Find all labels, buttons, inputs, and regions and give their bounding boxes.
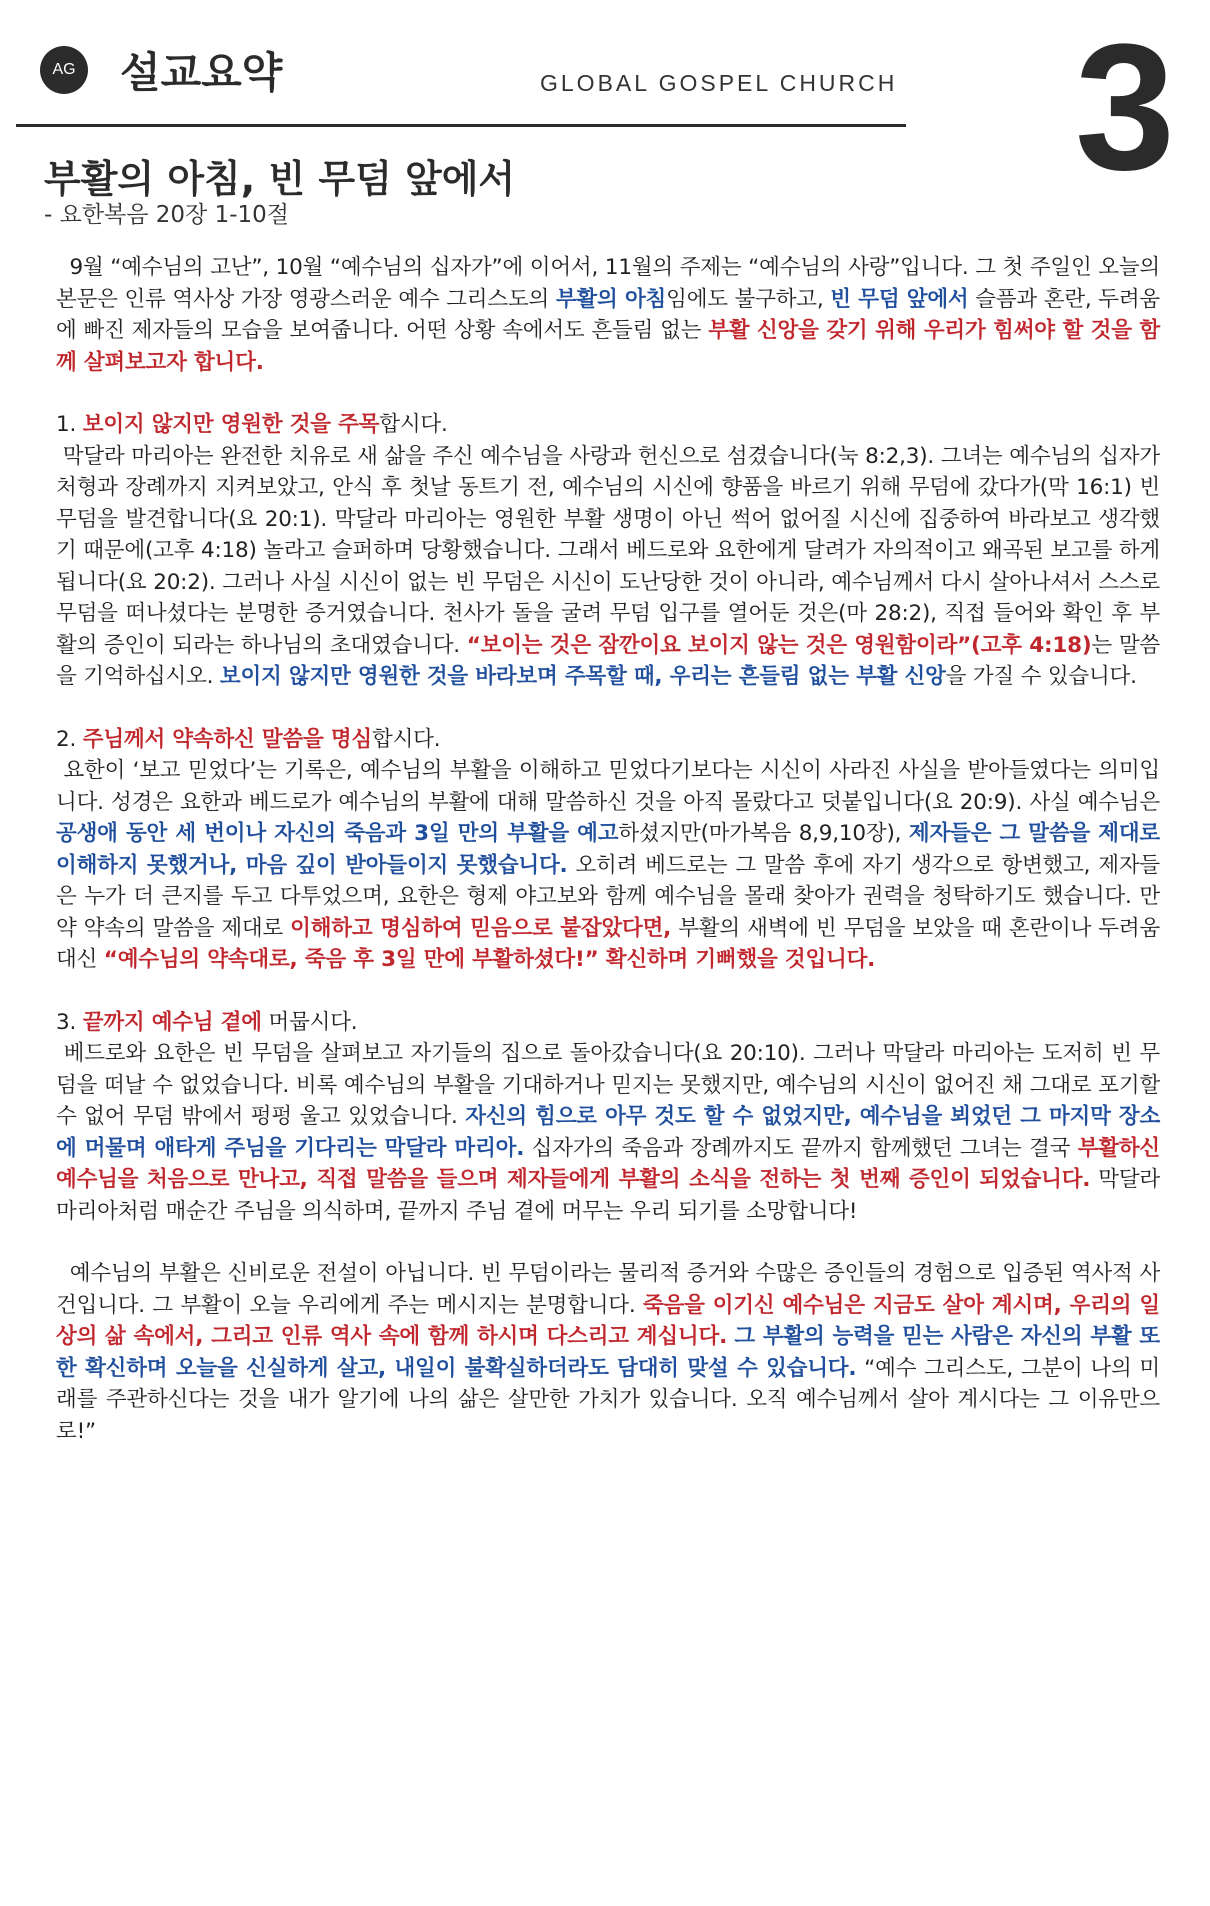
text-run: 막달라 마리아는 완전한 치유로 새 삶을 주신 예수님을 사랑과 헌신으로 섬겼습니다(눅 8:2,3). 그녀는 예수님의 십자가 처형과 장례까지 지켜보았고, 안식 후 첫날 동트기 전, 예수님의 시신에 향품을 바르기 위해 무덤에 갔다가(막 16:1) 빈 무덤을 발견합니다(요 20:1). 막달라 마리아는 영원한 부활 생명이 아닌 썩어 없어질 시신에 집중하여 바라보고 생각했기 때문에(고후 4:18) 놀라고 슬퍼하며 당황했습니다. 그래서 베드로와 요한에게 달려가 자의적이고 왜곡된 보고를 하게 됩니다(요 20:2). 그러나 사실 시신이 없는 빈 무덤은 시신이 도난당한 것이 아니라, 예수님께서 다시 살아나셔서 스스로 무덤을 떠나셨다는 분명한 증거였습니다. 천사가 돌을 굴려 무덤 입구를 열어둔 것은(마 28:2), 직접 들어와 확인 후 부활의 증인이 되라는 하나님의 초대였습니다. [56,443,1160,658]
blue-emphasis-run: 그 부활의 능력을 믿는 사람은 자신의 부활 또한 확신하며 오늘을 신실하게 살고, 내일이 불확실하더라도 담대히 맞설 수 있습니다. [56,1324,1160,1381]
text-run: 머뭅시다. [261,1009,358,1035]
text-run: 오히려 베드로는 그 말씀 후에 자기 생각으로 항변했고, 제자들은 누가 더 큰지를 두고 다투었으며, 요한은 형제 야고보와 함께 예수님을 몰래 찾아가 권력을 청탁하기도 했습니다. 만약 약속의 말씀을 제대로 [56,852,1160,941]
text-run: 부활의 새벽에 빈 무덤을 보았을 때 혼란이나 두려움 대신 [56,915,1161,972]
point-3-body [56,1038,1160,1227]
church-name: GLOBAL GOSPEL CHURCH [540,70,898,96]
issue-number: 3 [1074,7,1176,208]
spacer [56,693,1160,724]
point-1-body [56,441,1160,693]
text-run: 임에도 불구하고, [666,286,831,312]
red-emphasis-run: 주님께서 약속하신 말씀을 명심 [82,726,373,752]
red-emphasis-run: 부활하신 예수님을 처음으로 만나고, 직접 말씀을 들으며 제자들에게 부활의 소식을 전하는 첫 번째 증인이 되었습니다. [56,1135,1160,1192]
church-logo: AG [40,46,88,94]
red-emphasis-run: “예수님의 약속대로, 죽음 후 3일 만에 부활하셨다!” 확신하며 기뻐했을 것입니다. [103,947,876,972]
text-run: 십자가의 죽음과 장례까지도 끝까지 함께했던 그녀는 결국 [524,1135,1078,1161]
red-emphasis-run: 이해하고 명심하여 믿음으로 붙잡았다면, [290,915,672,941]
spacer [56,1227,1160,1258]
spacer [56,378,1160,409]
red-emphasis-run: 보이지 않지만 영원한 것을 주목 [82,412,380,437]
point-1-heading [56,409,1160,441]
blue-emphasis-run: 부활의 아침 [555,286,667,312]
text-run: 1. [56,412,83,437]
bulletin-title: 설교요약 [120,48,283,97]
sermon-title: 부활의 아침, 빈 무덤 앞에서 [44,157,516,201]
text-run: 막달라 마리아처럼 매순간 주님을 의식하며, 끝까지 주님 곁에 머무는 우리 되기를 소망합니다! [56,1167,1161,1224]
conclusion-paragraph [56,1258,1160,1447]
text-run: 2. [56,726,83,752]
point-2-body [56,755,1160,976]
blue-emphasis-run: 보이지 않지만 영원한 것을 바라보며 주목할 때, 우리는 흔들림 없는 부활 신앙 [219,664,946,689]
red-emphasis-run: 죽음을 이기신 예수님은 지금도 살아 계시며, 우리의 일상의 삶 속에서, 그리고 인류 역사 속에 함께 하시며 다스리고 계십니다. [56,1292,1160,1349]
blue-emphasis-run: 제자들은 그 말씀을 제대로 이해하지 못했거나, 마음 깊이 받아들이지 못했습니다. [56,821,1160,878]
red-emphasis-run: 부활 신앙을 갖기 위해 우리가 힘써야 할 것을 함께 살펴보고자 합니다. [56,318,1160,375]
text-run: 는 말씀을 기억하십시오. [56,632,1160,689]
point-2-heading [56,724,1160,756]
blue-emphasis-run: 자신의 힘으로 아무 것도 할 수 없었지만, 예수님을 뵈었던 그 마지막 장소에 머물며 애타게 주님을 기다리는 막달라 마리아. [56,1104,1161,1161]
text-run: 9월 “예수님의 고난”, 10월 “예수님의 십자가”에 이어서, 11월의 주제는 “예수님의 사랑”입니다. 그 첫 주일인 오늘의 본문은 인류 역사상 가장 영광스러운 예수 그리스도의 [56,255,1160,312]
sermon-body [56,252,1160,1447]
header-divider [16,124,906,127]
text-run: 슬픔과 혼란, 두려움에 빠진 제자들의 모습을 보여줍니다. 어떤 상황 속에서도 흔들림 없는 [56,286,1160,343]
text-run: 3. [56,1009,83,1035]
text-run: 하셨지만(마가복음 8,9,10장), [618,821,909,846]
intro-paragraph [56,252,1160,378]
sermon-reference: - 요한복음 20장 1-10절 [44,202,290,228]
text-run: 을 가질 수 있습니다. [945,664,1137,689]
text-run: 합시다. [372,726,441,752]
text-run: 베드로와 요한은 빈 무덤을 살펴보고 자기들의 집으로 돌아갔습니다(요 20:10). 그러나 막달라 마리아는 도저히 빈 무덤을 떠날 수 없었습니다. 비록 예수님의 부활을 기대하거나 믿지는 못했지만, 예수님의 시신이 없어진 채 그대로 포기할 수 없어 무덤 밖에서 펑펑 울고 있었습니다. [56,1041,1160,1129]
point-3-heading [56,1007,1160,1039]
red-emphasis-run: “보이는 것은 잠깐이요 보이지 않는 것은 영원함이라”(고후 4:18) [466,632,1092,658]
red-emphasis-run: 끝까지 예수님 곁에 [82,1009,262,1035]
spacer [56,976,1160,1007]
text-run: 합시다. [379,412,448,437]
text-run: 요한이 ‘보고 믿었다’는 기록은, 예수님의 부활을 이해하고 믿었다기보다는 시신이 사라진 사실을 받아들였다는 의미입니다. 성경은 요한과 베드로가 예수님의 부활에 대해 말씀하신 것을 아직 몰랐다고 덧붙입니다(요 20:9). 사실 예수님은 [56,758,1160,815]
blue-emphasis-run: 공생애 동안 세 번이나 자신의 죽음과 3일 만의 부활을 예고 [56,821,619,846]
text-run: “예수 그리스도, 그분이 나의 미래를 주관하신다는 것을 내가 알기에 나의 삶은 살만한 가치가 있습니다. 오직 예수님께서 살아 계시다는 그 이유만으로!” [56,1355,1160,1444]
text-run: 예수님의 부활은 신비로운 전설이 아닙니다. 빈 무덤이라는 물리적 증거와 수많은 증인들의 경험으로 입증된 역사적 사건입니다. 그 부활이 오늘 우리에게 주는 메시지는 분명합니다. [56,1261,1160,1318]
blue-emphasis-run: 빈 무덤 앞에서 [830,286,969,312]
